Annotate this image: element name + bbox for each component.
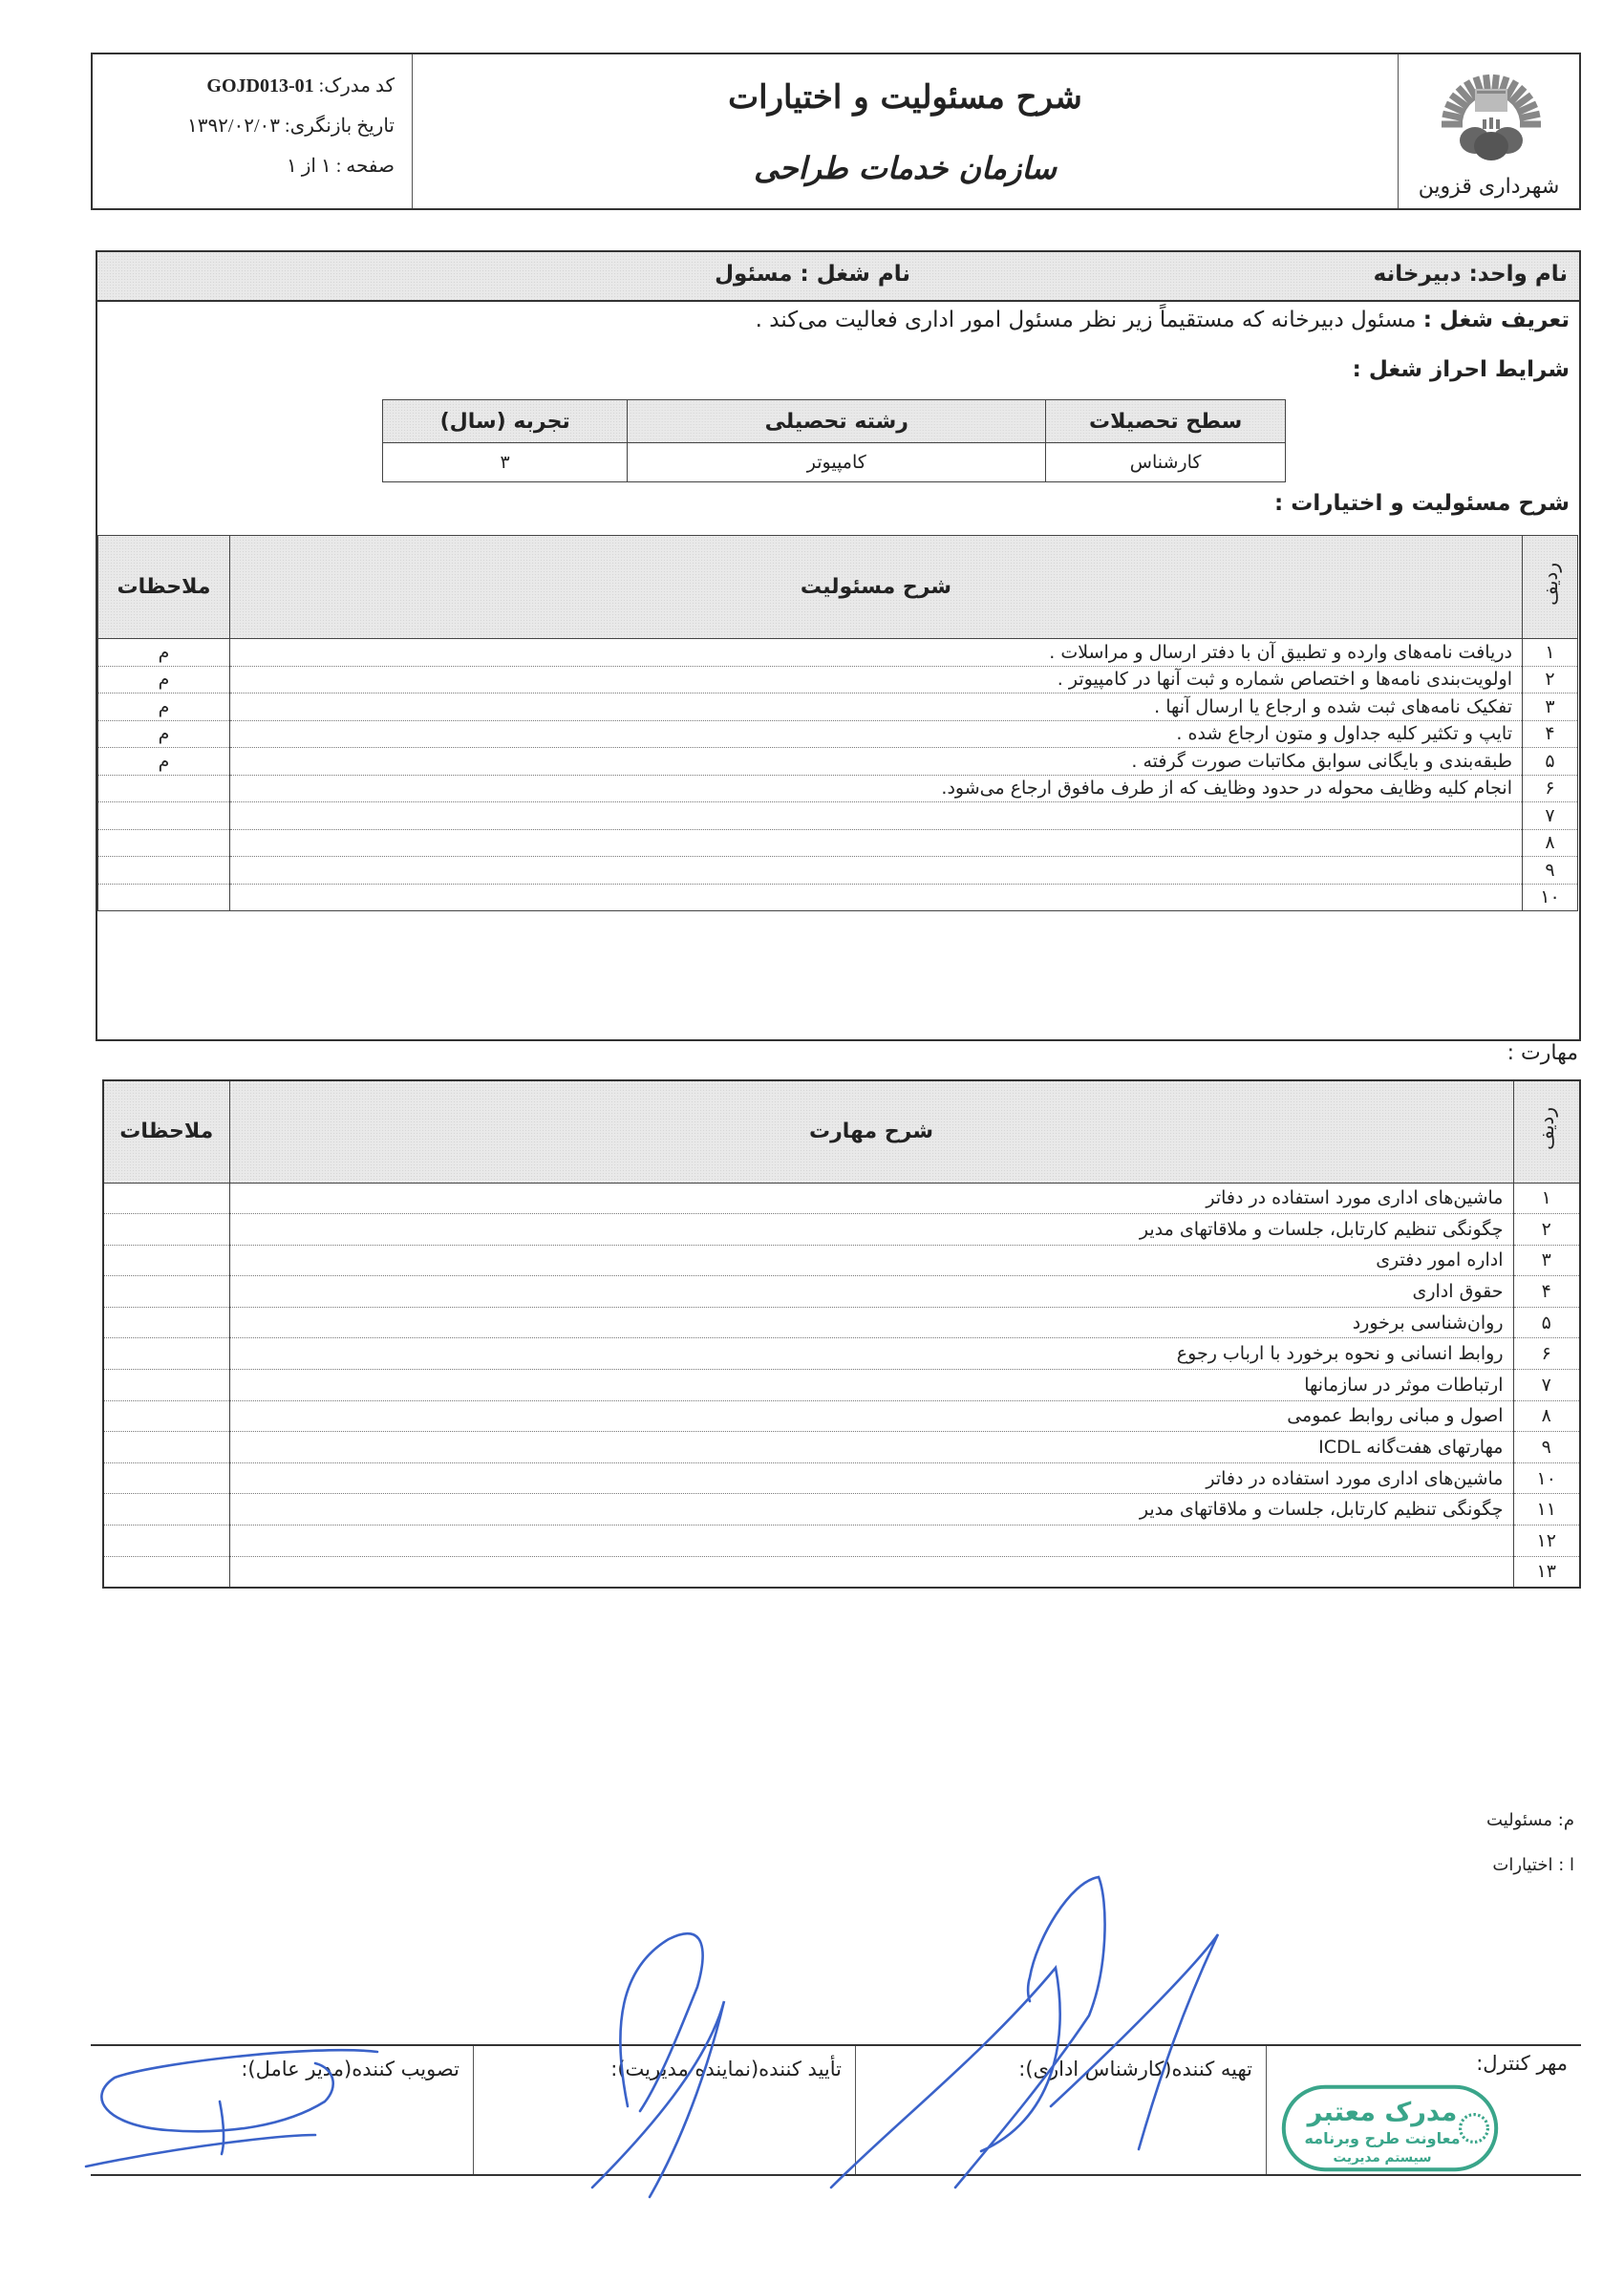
logo-cell: [1398, 54, 1579, 208]
row-description: چگونگی تنظیم کارتابل، جلسات و ملاقاتهای مدیر: [229, 1214, 1513, 1246]
row-remark: م: [98, 639, 230, 667]
table-row: [98, 748, 1578, 776]
field-of-study-header: رشته تحصیلی: [628, 400, 1046, 443]
prepared-by-label: تهیه کننده(کارشناس اداری):: [1018, 2058, 1252, 2080]
experience-value: ۳: [383, 443, 628, 482]
unit-label: نام واحد:: [1468, 262, 1568, 287]
approval-footer: [91, 2044, 1581, 2176]
table-row: [98, 884, 1578, 911]
row-description: ماشین‌های اداری مورد استفاده در دفاتر: [229, 1462, 1513, 1494]
confirmed-by-label: تأیید کننده(نماینده مدیریت):: [610, 2058, 842, 2080]
table-row: [103, 1556, 1580, 1588]
education-level-value: کارشناس: [1046, 443, 1286, 482]
definition-label: تعریف شغل :: [1422, 308, 1570, 332]
table-row: [103, 1370, 1580, 1401]
row-number-header: [1513, 1080, 1580, 1183]
row-remark: [103, 1526, 229, 1557]
table-row: [103, 1338, 1580, 1370]
row-number-header-label: ردیف: [1534, 1107, 1558, 1151]
approved-by-label: تصویب کننده(مدیر عامل):: [241, 2058, 459, 2080]
doc-code-value: GOJD013-01: [206, 75, 314, 96]
field-of-study-value: کامپیوتر: [628, 443, 1046, 482]
table-row: [103, 1276, 1580, 1308]
responsibilities-header-row: [98, 536, 1578, 639]
row-description: [229, 1556, 1513, 1588]
row-remark: [103, 1183, 229, 1214]
row-description: انجام کلیه وظایف محوله در حدود وظایف که از طرف مافوق ارجاع می‌شود.: [230, 775, 1523, 802]
legend-responsibility: م: مسئولیت: [1486, 1810, 1574, 1830]
approved-by-cell: [91, 2046, 473, 2174]
table-row: [103, 1183, 1580, 1214]
row-remark: م: [98, 720, 230, 748]
table-row: [103, 1214, 1580, 1246]
responsibility-description-header: شرح مسئولیت: [230, 536, 1523, 639]
row-number: ۱۰: [1523, 884, 1578, 911]
row-number: ۷: [1523, 802, 1578, 830]
table-row: [98, 802, 1578, 830]
qualifications-table: [382, 399, 1286, 482]
table-row: [103, 1462, 1580, 1494]
row-description: دریافت نامه‌های وارده و تطبیق آن با دفتر ارسال و مراسلات .: [230, 639, 1523, 667]
row-description: حقوق اداری: [229, 1276, 1513, 1308]
organization-name: سازمان خدمات طراحی: [754, 150, 1057, 186]
logo-ray: [1519, 114, 1540, 118]
document-meta-cell: [93, 54, 413, 208]
row-number: ۶: [1513, 1338, 1580, 1370]
qualifications-header-row: [383, 400, 1286, 443]
row-description: [230, 802, 1523, 830]
row-remark: [103, 1276, 229, 1308]
row-description: تفکیک نامه‌های ثبت شده و ارجاع یا ارسال آنها .: [230, 693, 1523, 721]
responsibilities-table: [97, 535, 1578, 911]
svg-text:سیستم مدیریت: سیستم مدیریت: [1333, 2150, 1432, 2166]
logo-ray: [1442, 114, 1464, 118]
table-row: [98, 829, 1578, 857]
row-number: ۱۲: [1513, 1526, 1580, 1557]
table-row: [98, 693, 1578, 721]
row-remark: [98, 857, 230, 885]
row-remark: [103, 1307, 229, 1338]
row-remark: م: [98, 748, 230, 776]
education-level-header: سطح تحصیلات: [1046, 400, 1286, 443]
svg-text:مدرک معتبر: مدرک معتبر: [1307, 2098, 1458, 2127]
row-description: ماشین‌های اداری مورد استفاده در دفاتر: [229, 1183, 1513, 1214]
row-remark: [103, 1214, 229, 1246]
municipality-logo-icon: [1439, 62, 1544, 167]
row-number: ۱۳: [1513, 1556, 1580, 1588]
row-remark: [98, 775, 230, 802]
row-number: ۲: [1513, 1214, 1580, 1246]
skills-header-row: [103, 1080, 1580, 1183]
requirements-label: شرایط احراز شغل :: [1352, 357, 1570, 382]
row-remark: [103, 1400, 229, 1432]
page-line: [287, 154, 395, 178]
row-remark: [103, 1432, 229, 1463]
row-description: روان‌شناسی برخورد: [229, 1307, 1513, 1338]
row-description: [229, 1526, 1513, 1557]
row-number: ۲: [1523, 666, 1578, 693]
row-number: ۴: [1513, 1276, 1580, 1308]
page-label: صفحه :: [335, 156, 395, 177]
skills-table: [102, 1079, 1581, 1589]
document-title: شرح مسئولیت و اختیارات: [728, 78, 1082, 117]
table-row: [103, 1432, 1580, 1463]
row-number: ۴: [1523, 720, 1578, 748]
revision-date-value: ۱۳۹۲/۰۲/۰۳: [186, 116, 281, 137]
row-number: ۱۰: [1513, 1462, 1580, 1494]
qualifications-row: [383, 443, 1286, 482]
row-number: ۱: [1523, 639, 1578, 667]
row-description: [230, 829, 1523, 857]
legend-authority: ا : اختیارات: [1492, 1855, 1574, 1875]
row-number: ۹: [1523, 857, 1578, 885]
row-description: ارتباطات موثر در سازمانها: [229, 1370, 1513, 1401]
unit-bar: [97, 252, 1579, 302]
row-remark: [103, 1556, 229, 1588]
remarks-header: ملاحظات: [98, 536, 230, 639]
skills-section-label: مهارت :: [1506, 1041, 1578, 1065]
row-remark: [103, 1245, 229, 1276]
job-definition: [756, 308, 1570, 332]
table-row: [103, 1494, 1580, 1526]
job-title-label: نام شغل :: [800, 262, 910, 287]
row-remark: [98, 884, 230, 911]
control-stamp-cell: [1266, 2046, 1581, 2174]
row-number: ۵: [1523, 748, 1578, 776]
row-description: تایپ و تکثیر کلیه جداول و متون ارجاع شده .: [230, 720, 1523, 748]
definition-value: مسئول دبیرخانه که مستقیماً زیر نظر مسئول امور اداری فعالیت می‌کند .: [755, 308, 1417, 332]
row-remark: [103, 1494, 229, 1526]
table-row: [103, 1245, 1580, 1276]
row-description: اصول و مبانی روابط عمومی: [229, 1400, 1513, 1432]
remarks-header: ملاحظات: [103, 1080, 229, 1183]
row-number: ۳: [1523, 693, 1578, 721]
doc-code-line: [206, 74, 395, 97]
responsibilities-section-label: شرح مسئولیت و اختیارات :: [1274, 491, 1570, 516]
row-description: اولویت‌بندی نامه‌ها و اختصاص شماره و ثبت آنها در کامپیوتر .: [230, 666, 1523, 693]
unit-value: دبیرخانه: [1373, 262, 1462, 287]
svg-text:معاونت طرح وبرنامه: معاونت طرح وبرنامه: [1304, 2129, 1461, 2147]
revision-date-label: تاریخ بازنگری:: [285, 116, 395, 137]
table-row: [103, 1307, 1580, 1338]
job-title-field: [715, 262, 910, 287]
table-row: [103, 1526, 1580, 1557]
row-description: [230, 857, 1523, 885]
row-remark: [103, 1370, 229, 1401]
logo-caption: شهرداری قزوین: [1418, 175, 1560, 199]
row-number: ۵: [1513, 1307, 1580, 1338]
row-remark: [103, 1338, 229, 1370]
table-row: [98, 857, 1578, 885]
prepared-by-cell: [855, 2046, 1266, 2174]
row-description: روابط انسانی و نحوه برخورد با ارباب رجوع: [229, 1338, 1513, 1370]
row-number: ۷: [1513, 1370, 1580, 1401]
job-title-value: مسئول: [715, 262, 793, 287]
row-remark: [98, 829, 230, 857]
experience-header: تجربه (سال): [383, 400, 628, 443]
row-number: ۳: [1513, 1245, 1580, 1276]
skill-description-header: شرح مهارت: [229, 1080, 1513, 1183]
row-number: ۱: [1513, 1183, 1580, 1214]
table-row: [98, 720, 1578, 748]
row-remark: [103, 1462, 229, 1494]
table-row: [98, 775, 1578, 802]
row-number: ۹: [1513, 1432, 1580, 1463]
valid-document-stamp-icon: [1278, 2082, 1502, 2174]
document-header: [91, 53, 1581, 210]
row-remark: م: [98, 666, 230, 693]
page-value: ۱ از ۱: [286, 156, 331, 177]
control-stamp-label: مهر کنترل:: [1476, 2052, 1568, 2075]
row-number: ۱۱: [1513, 1494, 1580, 1526]
row-number: ۸: [1513, 1400, 1580, 1432]
row-description: مهارتهای هفت‌گانه ICDL: [229, 1432, 1513, 1463]
row-remark: [98, 802, 230, 830]
row-number-header: [1523, 536, 1578, 639]
row-description: چگونگی تنظیم کارتابل، جلسات و ملاقاتهای مدیر: [229, 1494, 1513, 1526]
table-row: [98, 639, 1578, 667]
row-number-header-label: ردیف: [1538, 563, 1562, 606]
row-description: طبقه‌بندی و بایگانی سوابق مکاتبات صورت گرفته .: [230, 748, 1523, 776]
row-number: ۸: [1523, 829, 1578, 857]
row-remark: م: [98, 693, 230, 721]
row-description: [230, 884, 1523, 911]
doc-code-label: کد مدرک:: [318, 75, 395, 96]
table-row: [98, 666, 1578, 693]
row-number: ۶: [1523, 775, 1578, 802]
confirmed-by-cell: [473, 2046, 855, 2174]
table-row: [103, 1400, 1580, 1432]
row-description: اداره امور دفتری: [229, 1245, 1513, 1276]
unit-field: [1374, 262, 1568, 287]
revision-date-line: [187, 114, 395, 138]
